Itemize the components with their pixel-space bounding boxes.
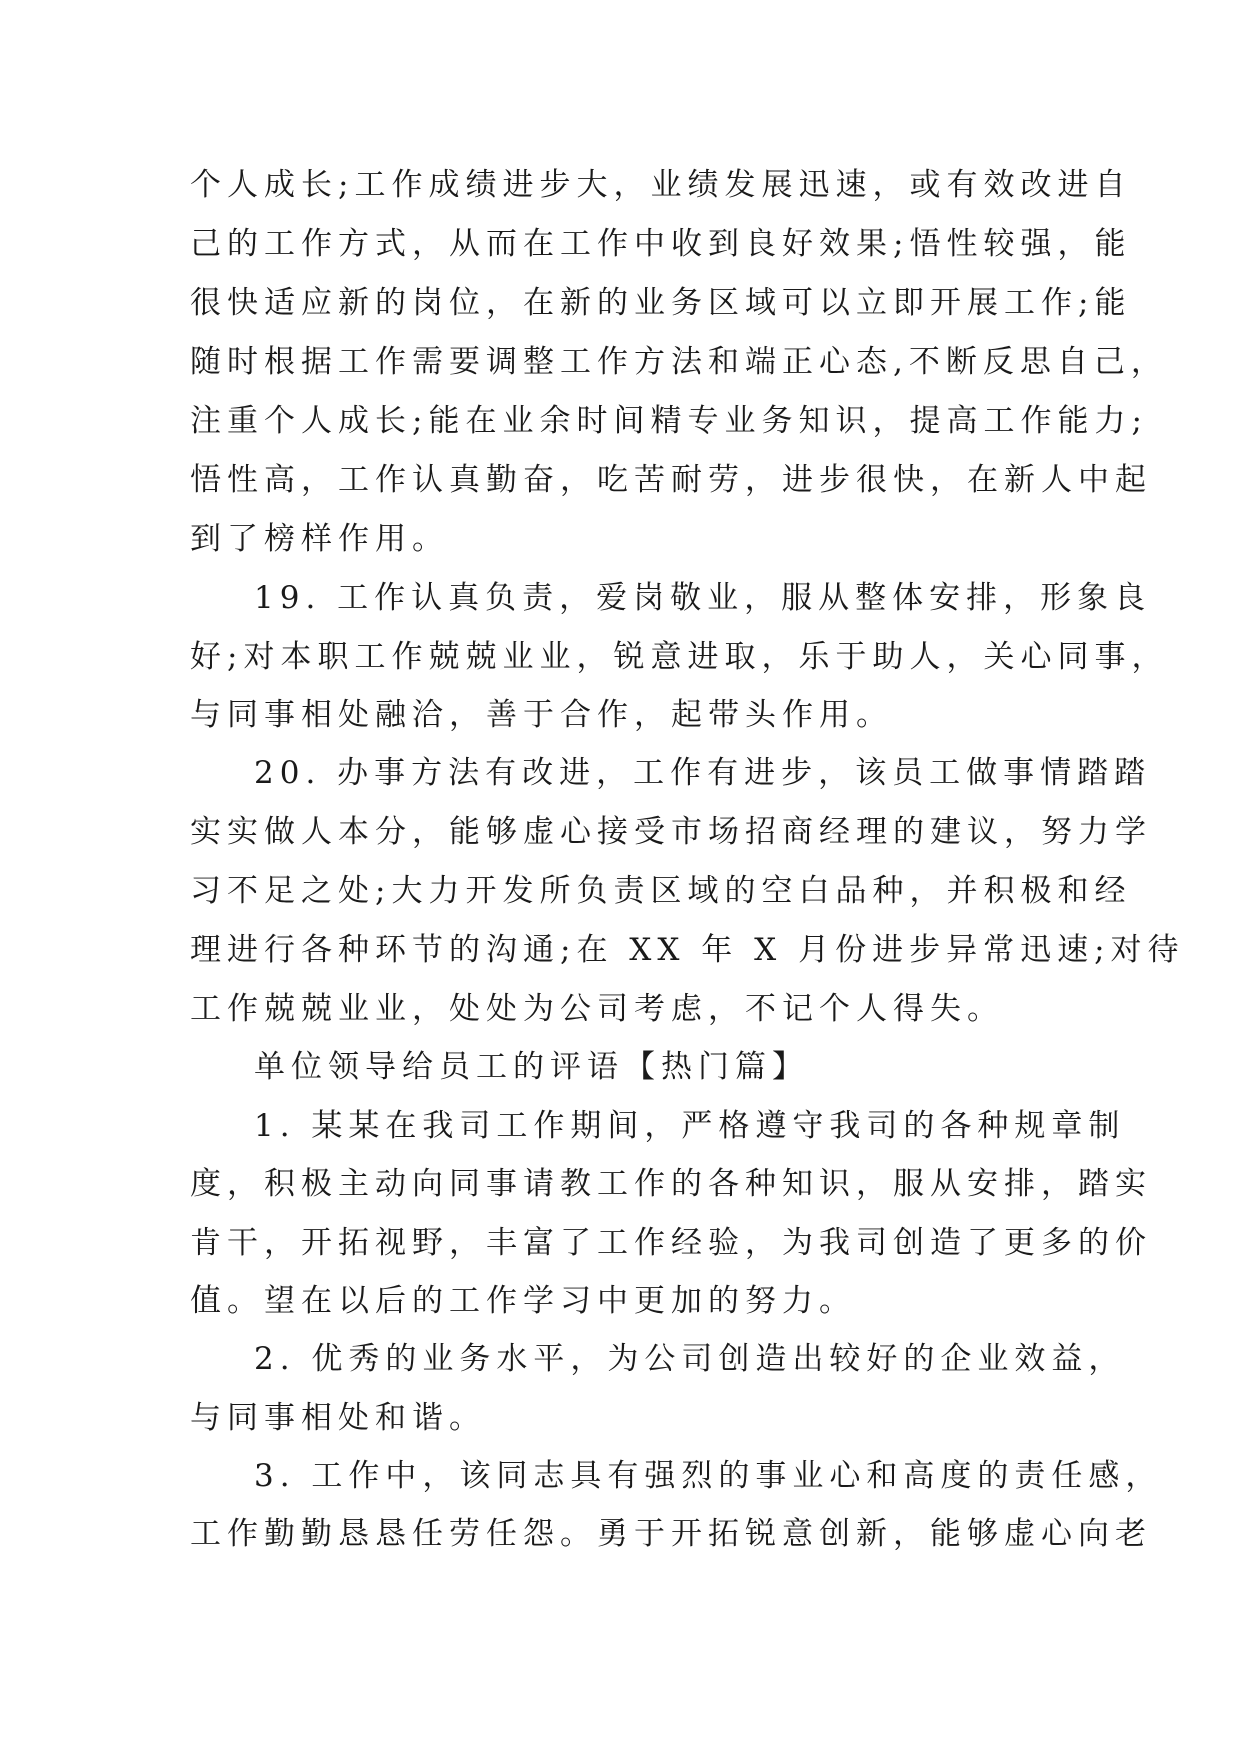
paragraph-line: 己的工作方式，从而在工作中收到良好效果;悟性较强，能 — [190, 226, 1132, 262]
section-heading: 单位领导给员工的评语【热门篇】 — [254, 1049, 809, 1085]
paragraph-line: 很快适应新的岗位，在新的业务区域可以立即开展工作;能 — [190, 285, 1132, 321]
paragraph-line: 习不足之处;大力开发所负责区域的空白品种，并积极和经 — [190, 873, 1132, 909]
item-20-line: 20. 办事方法有改进，工作有进步，该员工做事情踏踏 — [254, 755, 1152, 791]
item-2-line: 2. 优秀的业务水平，为公司创造出较好的企业效益， — [254, 1341, 1126, 1377]
paragraph-line: 工作勤勤恳恳任劳任怨。勇于开拓锐意创新，能够虚心向老 — [190, 1516, 1152, 1552]
paragraph-line: 工作兢兢业业，处处为公司考虑，不记个人得失。 — [190, 991, 1004, 1027]
paragraph-line: 注重个人成长;能在业余时间精专业务知识，提高工作能力; — [190, 403, 1148, 439]
paragraph-line: 随时根据工作需要调整工作方法和端正心态,不断反思自己， — [190, 344, 1168, 380]
paragraph-line: 到了榜样作用。 — [190, 521, 449, 557]
paragraph-line: 值。望在以后的工作学习中更加的努力。 — [190, 1283, 856, 1319]
paragraph-line: 理进行各种环节的沟通;在 XX 年 X 月份进步异常迅速;对待 — [190, 932, 1185, 968]
paragraph-line: 好;对本职工作兢兢业业，锐意进取，乐于助人，关心同事， — [190, 639, 1169, 675]
item-19-line: 19. 工作认真负责，爱岗敬业，服从整体安排，形象良 — [254, 580, 1152, 616]
paragraph-line: 与同事相处和谐。 — [190, 1400, 486, 1436]
item-1-line: 1. 某某在我司工作期间，严格遵守我司的各种规章制 — [254, 1108, 1126, 1144]
paragraph-line: 悟性高，工作认真勤奋，吃苦耐劳，进步很快，在新人中起 — [190, 462, 1152, 498]
paragraph-line: 个人成长;工作成绩进步大，业绩发展迅速，或有效改进自 — [190, 167, 1132, 203]
paragraph-line: 度，积极主动向同事请教工作的各种知识，服从安排，踏实 — [190, 1166, 1152, 1202]
paragraph-line: 与同事相处融洽，善于合作，起带头作用。 — [190, 697, 893, 733]
paragraph-line: 肯干，开拓视野，丰富了工作经验，为我司创造了更多的价 — [190, 1225, 1152, 1261]
paragraph-line: 实实做人本分，能够虚心接受市场招商经理的建议，努力学 — [190, 814, 1152, 850]
item-3-line: 3. 工作中，该同志具有强烈的事业心和高度的责任感， — [254, 1458, 1163, 1494]
